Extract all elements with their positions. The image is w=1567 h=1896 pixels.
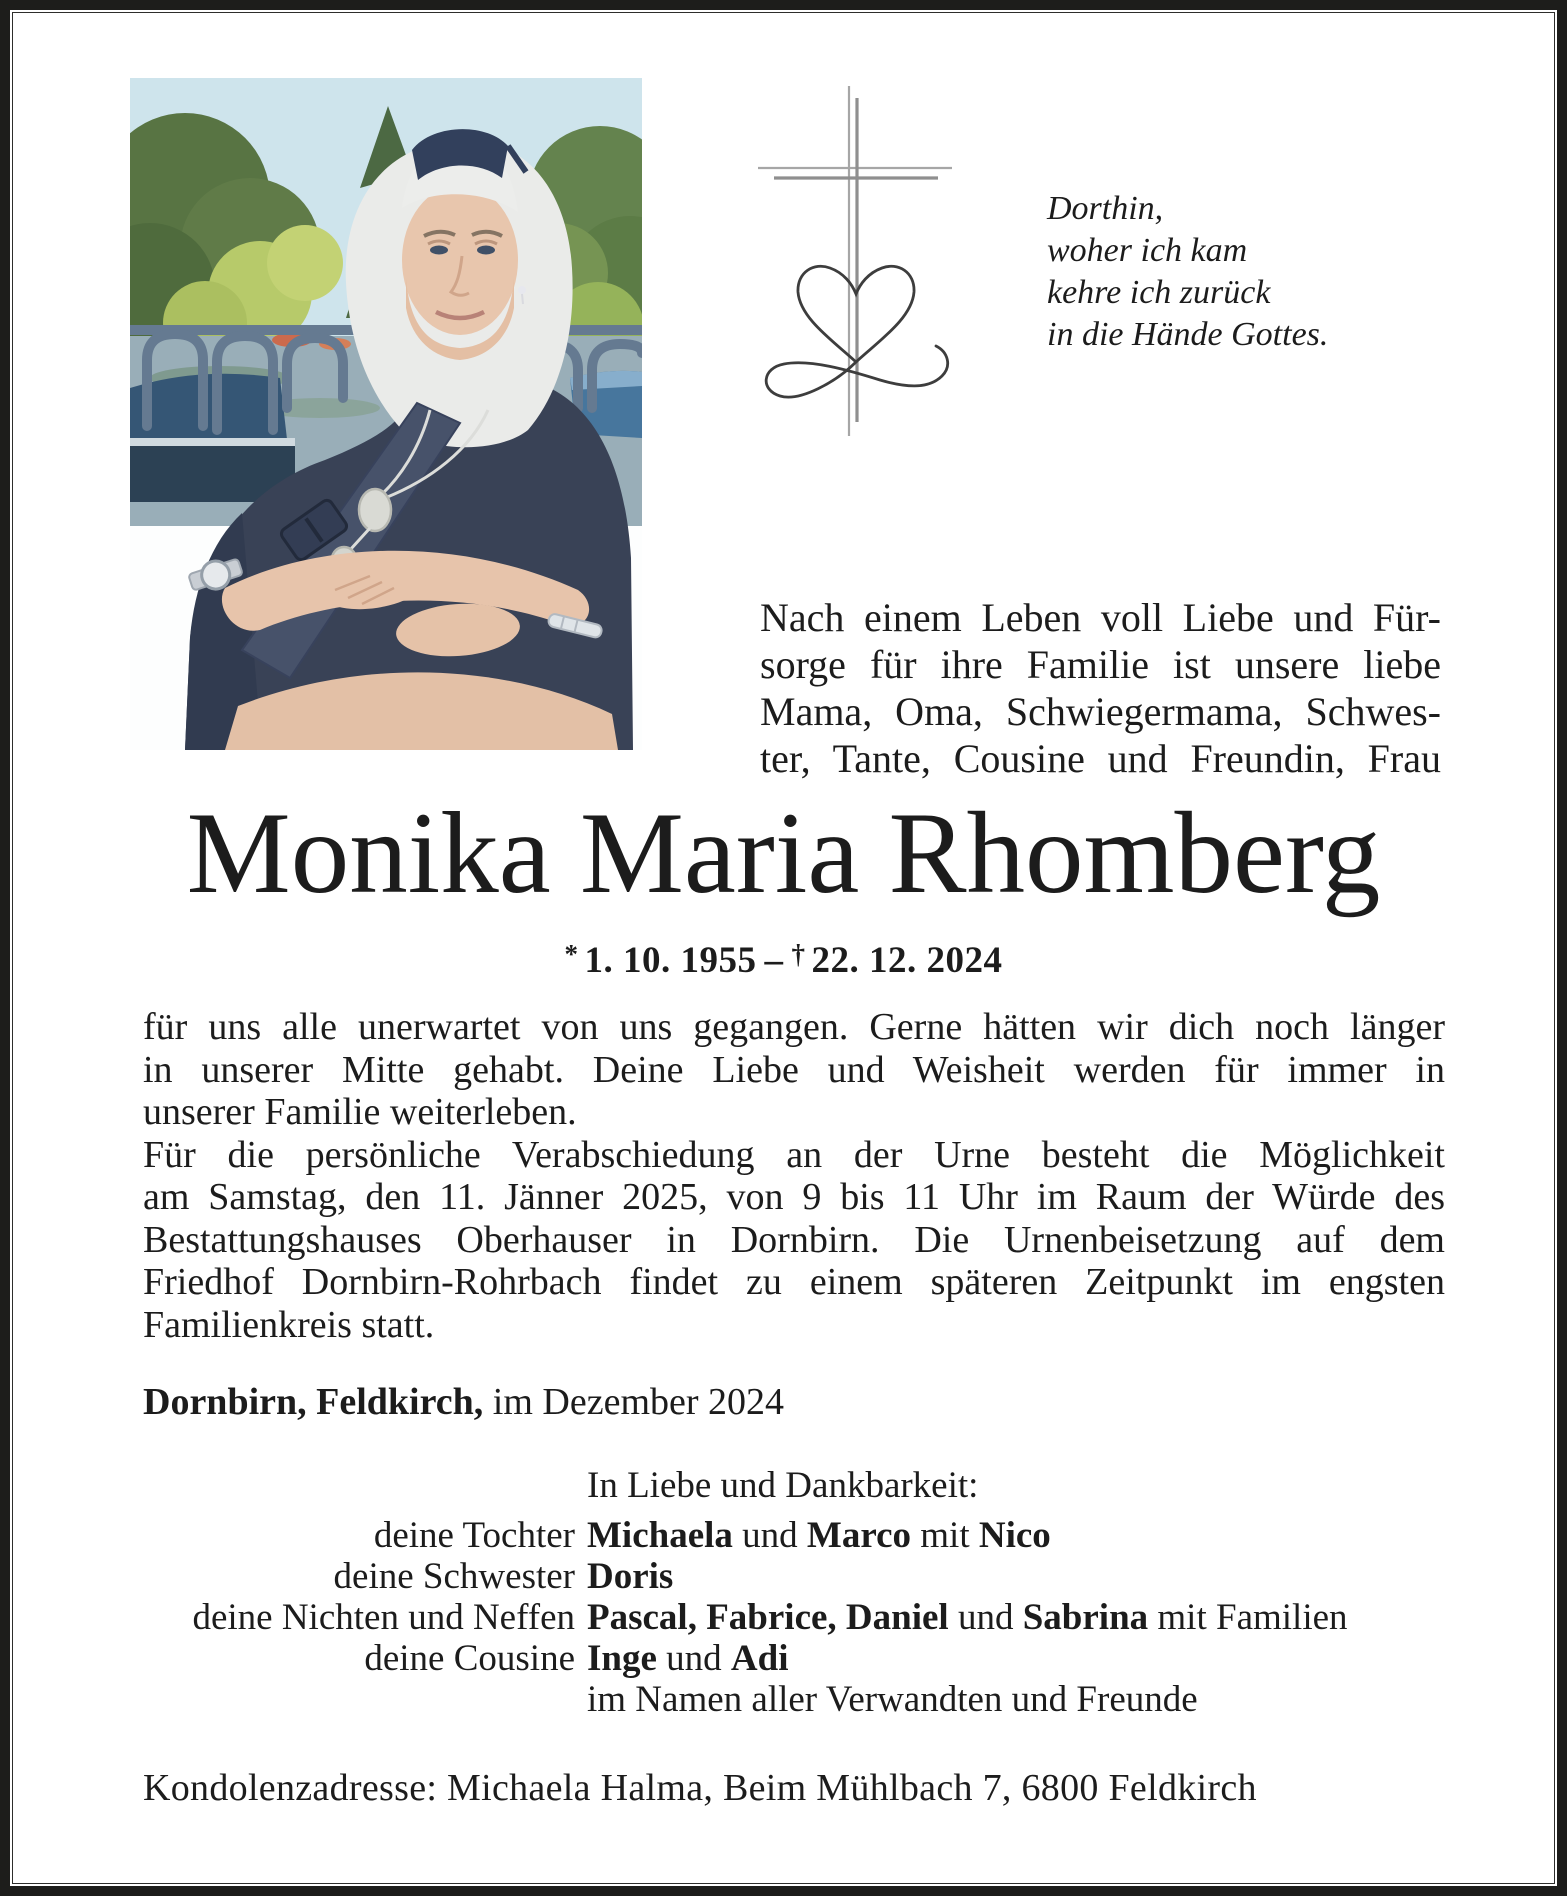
family-connector-text: und xyxy=(656,1638,731,1679)
family-line xyxy=(143,1638,1445,1679)
cross-line-light xyxy=(758,86,952,436)
family-line xyxy=(143,1556,1445,1597)
main-text xyxy=(143,1006,1445,1346)
dates-separator: – xyxy=(764,940,784,981)
quote-line: kehre ich zurück xyxy=(1047,274,1271,311)
main-text-line: am Samstag, den 11. Jänner 2025, von 9 bis 11 Uhr im Raum der Würde des xyxy=(143,1176,1445,1218)
family-line xyxy=(143,1597,1445,1638)
family-member-name: Sabrina xyxy=(1022,1597,1149,1638)
family-names xyxy=(575,1515,1051,1556)
family-member-name: Doris xyxy=(587,1556,674,1597)
main-text-line: unserer Familie weiterleben. xyxy=(143,1091,577,1133)
family-relation: deine Tochter xyxy=(373,1515,575,1556)
family-member-name: Pascal, Fabrice, Daniel xyxy=(587,1597,949,1638)
family-member-name: Nico xyxy=(978,1515,1051,1556)
family-member-name: Michaela xyxy=(587,1515,733,1556)
family-member-name: Adi xyxy=(730,1638,789,1679)
main-text-line: Friedhof Dornbirn-Rohrbach findet zu einem späteren Zeitpunkt im engsten xyxy=(143,1261,1445,1303)
family-line xyxy=(143,1679,1445,1720)
main-text-line: in unserer Mitte gehabt. Deine Liebe und Weisheit werden für immer in xyxy=(143,1048,1445,1091)
family-member-name: Marco xyxy=(806,1515,912,1556)
family-relation: deine Schwester xyxy=(333,1556,575,1597)
quote-line: in die Hände Gottes. xyxy=(1047,316,1329,353)
main-text-line: Familienkreis statt. xyxy=(143,1303,435,1346)
family-names xyxy=(575,1679,1198,1720)
death-date: 22. 12. 2024 xyxy=(811,940,1003,981)
condolence-address: Kondolenzadresse: Michaela Halma, Beim Mühlbach 7, 6800 Feldkirch xyxy=(143,1767,1257,1809)
family-line xyxy=(143,1515,1445,1556)
family-names xyxy=(575,1597,1348,1638)
intro-line: sorge für ihre Familie ist unsere liebe xyxy=(760,642,1441,687)
portrait-photo xyxy=(130,78,642,750)
photo-wash xyxy=(130,78,642,750)
family-names xyxy=(575,1556,673,1597)
death-symbol: † xyxy=(791,939,806,969)
portrait-photo-art xyxy=(130,78,642,750)
dateline-date: im Dezember 2024 xyxy=(483,1381,785,1423)
main-text-line: für uns alle unerwartet von uns gegangen. Gerne hätten wir dich noch länger xyxy=(143,1006,1445,1048)
main-text-line: Bestattungshauses Oberhauser in Dornbirn. Die Urnenbeisetzung auf dem xyxy=(143,1218,1445,1261)
family-list xyxy=(143,1515,1445,1720)
main-text-line: Für die persönliche Verabschiedung an der Urne besteht die Möglichkeit xyxy=(143,1133,1445,1176)
deceased-name: Monika Maria Rhomberg xyxy=(186,789,1381,918)
dateline-places: Dornbirn, Feldkirch, xyxy=(143,1381,484,1423)
closing-heading: In Liebe und Dankbarkeit: xyxy=(587,1465,979,1506)
intro-line: ter, Tante, Cousine und Freundin, Frau xyxy=(760,736,1441,781)
quote-line: woher ich kam xyxy=(1047,232,1248,269)
birth-date: 1. 10. 1955 xyxy=(584,940,757,981)
family-connector-text: und xyxy=(948,1597,1023,1638)
cross-icon xyxy=(752,80,960,445)
intro-line: Mama, Oma, Schwiegermama, Schwes- xyxy=(760,689,1441,734)
family-relation: deine Nichten und Neffen xyxy=(192,1597,575,1638)
life-dates xyxy=(10,939,1557,983)
memorial-quote xyxy=(1047,188,1407,356)
dateline xyxy=(143,1380,1445,1424)
family-member-name: Inge xyxy=(587,1638,657,1679)
family-relation xyxy=(143,1679,575,1720)
family-names xyxy=(575,1638,788,1679)
intro-line: Nach einem Leben voll Liebe und Für- xyxy=(760,595,1441,640)
closing-block xyxy=(143,1465,1445,1720)
family-connector-text: mit xyxy=(911,1515,979,1556)
quote-line: Dorthin, xyxy=(1047,190,1164,227)
family-connector-text: im Namen aller Verwandten und Freunde xyxy=(587,1679,1198,1720)
birth-symbol: * xyxy=(564,939,579,969)
intro-paragraph xyxy=(760,594,1441,782)
cross-heart-art xyxy=(752,80,960,445)
family-relation: deine Cousine xyxy=(364,1638,575,1679)
family-connector-text: und xyxy=(732,1515,807,1556)
family-connector-text: mit Familien xyxy=(1148,1597,1348,1638)
